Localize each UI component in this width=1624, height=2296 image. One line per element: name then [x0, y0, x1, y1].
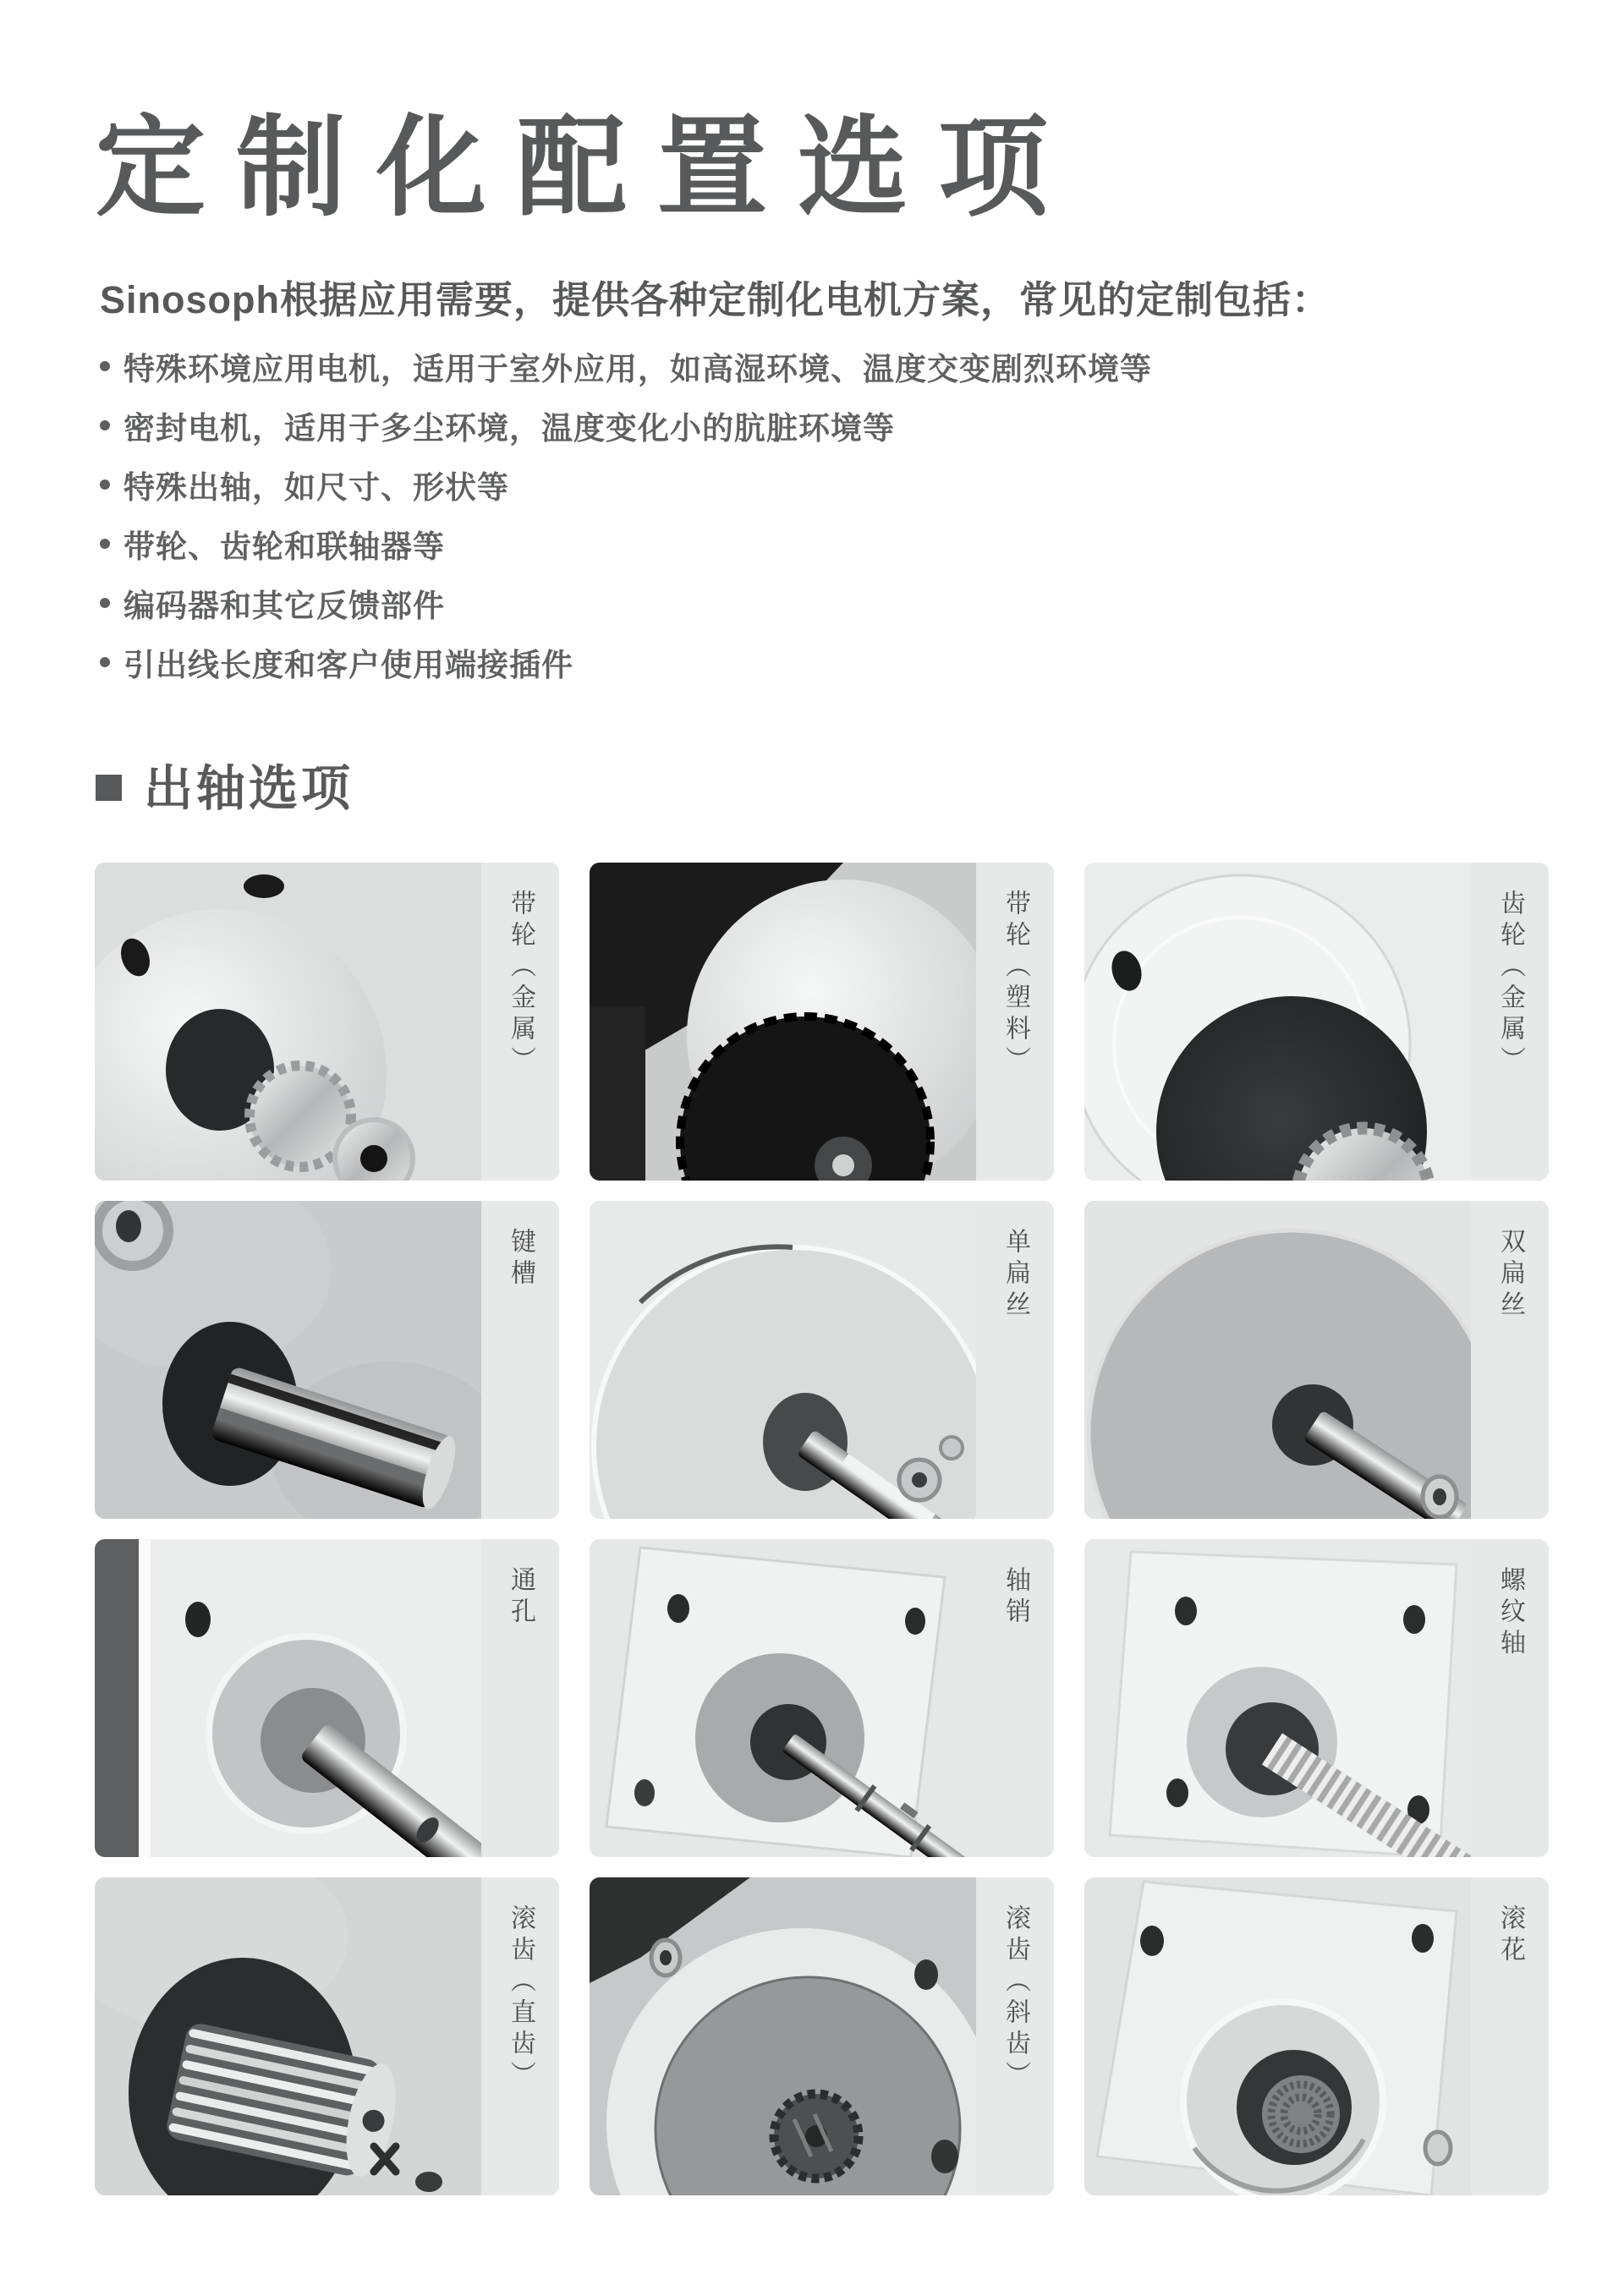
photo-gear-metal — [1084, 863, 1471, 1181]
shaft-option-label: 通孔 — [507, 1566, 535, 1629]
shaft-option-label: 双扁丝 — [1496, 1228, 1524, 1322]
gallery-cell-knurled — [1084, 1877, 1549, 2195]
gallery-cell-gear-metal — [1084, 863, 1549, 1181]
list-item-text: 带轮、齿轮和联轴器等 — [123, 529, 445, 564]
page-title: 定制化配置选项 — [96, 106, 1079, 229]
shaft-option-label: 单扁丝 — [1001, 1228, 1029, 1322]
shaft-option-label: 轴销 — [1001, 1566, 1029, 1629]
label-band — [976, 1539, 1054, 1857]
gallery-cell-pulley-metal — [95, 863, 559, 1181]
photo-knurled — [1084, 1877, 1471, 2195]
photo-single-flat — [590, 1201, 976, 1519]
label-band — [481, 863, 559, 1181]
section-title: 出轴选项 — [144, 761, 354, 816]
gallery-cell-hobbed-helical — [590, 1877, 1054, 2195]
list-item-text: 编码器和其它反馈部件 — [123, 589, 445, 623]
list-item — [100, 633, 1152, 692]
list-item-text: 特殊环境应用电机，适用于室外应用，如高湿环境、温度交变剧烈环境等 — [123, 352, 1152, 386]
shaft-option-label: 螺纹轴 — [1496, 1566, 1524, 1660]
gallery-cell-single-flat — [590, 1201, 1054, 1519]
photo-shaft-pin — [590, 1539, 976, 1857]
square-marker-icon — [96, 775, 122, 801]
shaft-option-label: 滚齿（斜齿） — [1001, 1904, 1029, 2092]
list-item-text: 特殊出轴，如尺寸、形状等 — [123, 470, 509, 505]
list-item-text: 引出线长度和客户使用端接插件 — [123, 648, 573, 682]
section-header — [96, 761, 354, 814]
label-band — [976, 863, 1054, 1181]
list-item — [100, 337, 1152, 396]
intro-text: Sinosoph根据应用需要，提供各种定制化电机方案，常见的定制包括： — [100, 278, 1330, 321]
label-band — [481, 1201, 559, 1519]
gallery-cell-hobbed-spur — [95, 1877, 559, 2195]
photo-through-hole — [95, 1539, 481, 1857]
bullet-dot-icon — [100, 598, 110, 608]
bullet-dot-icon — [100, 657, 110, 667]
label-band — [481, 1539, 559, 1857]
gallery-cell-pulley-plastic — [590, 863, 1054, 1181]
list-item — [100, 455, 1152, 514]
shaft-options-gallery — [95, 863, 1549, 2195]
shaft-option-label: 滚花 — [1496, 1904, 1524, 1967]
list-item — [100, 514, 1152, 573]
photo-hobbed-helical — [590, 1877, 976, 2195]
gallery-cell-shaft-pin — [590, 1539, 1054, 1857]
list-item — [100, 573, 1152, 633]
bullet-dot-icon — [100, 420, 110, 430]
bullet-dot-icon — [100, 539, 110, 549]
photo-double-flat — [1084, 1201, 1471, 1519]
bullet-dot-icon — [100, 479, 110, 490]
bullet-dot-icon — [100, 361, 110, 371]
shaft-option-label: 齿轮（金属） — [1496, 890, 1524, 1077]
shaft-option-label: 带轮（金属） — [507, 890, 535, 1077]
gallery-cell-keyway — [95, 1201, 559, 1519]
shaft-option-label: 滚齿（直齿） — [507, 1904, 535, 2092]
custom-options-list — [100, 337, 1152, 692]
photo-keyway — [95, 1201, 481, 1519]
gallery-cell-threaded-shaft — [1084, 1539, 1549, 1857]
label-band — [1471, 1201, 1549, 1519]
list-item-text: 密封电机，适用于多尘环境，温度变化小的肮脏环境等 — [123, 411, 895, 446]
photo-threaded-shaft — [1084, 1539, 1471, 1857]
shaft-option-label: 键槽 — [507, 1228, 535, 1290]
photo-pulley-plastic — [590, 863, 976, 1181]
photo-pulley-metal — [95, 863, 481, 1181]
gallery-cell-through-hole — [95, 1539, 559, 1857]
photo-hobbed-spur — [95, 1877, 481, 2195]
list-item — [100, 396, 1152, 455]
label-band — [1471, 863, 1549, 1181]
gallery-cell-double-flat — [1084, 1201, 1549, 1519]
label-band — [1471, 1539, 1549, 1857]
label-band — [976, 1877, 1054, 2195]
label-band — [976, 1201, 1054, 1519]
label-band — [1471, 1877, 1549, 2195]
label-band — [481, 1877, 559, 2195]
shaft-option-label: 带轮（塑料） — [1001, 890, 1029, 1077]
